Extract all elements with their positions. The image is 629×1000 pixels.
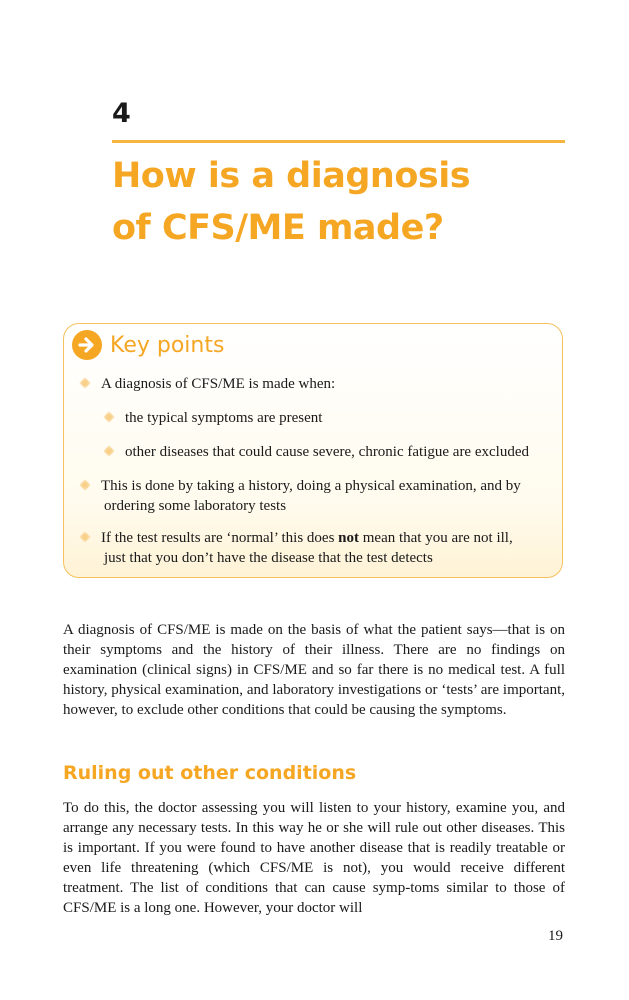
key-points-box: [63, 323, 563, 578]
section-heading: Ruling out other conditions: [63, 762, 357, 784]
key-point-text: other diseases that could cause severe, chronic fatigue are excluded: [125, 444, 529, 460]
key-point-line: This is done by taking a history, doing a physical examination, and by: [101, 478, 521, 494]
key-point-text: A diagnosis of CFS/ME is made when:: [101, 376, 336, 392]
chapter-rule: [112, 140, 565, 143]
section-paragraph: To do this, the doctor assessing you will listen to your history, examine you, and arrange any necessary tests. In this way he or she will rule out other diseases. This is important. If you were found to have another disease that is readily treatable or even life threatening (which CFS/ME is not), you would receive different treatment. The list of conditions that can cause symp-toms similar to those of CFS/ME is a long one. However, your doctor will: [63, 800, 565, 916]
key-point-subitem: [125, 408, 322, 428]
bullet-icon: [103, 445, 114, 456]
key-point-item: [101, 528, 561, 568]
key-point-item: [101, 374, 335, 394]
chapter-title-line-2: of CFS/ME made?: [112, 208, 444, 248]
chapter-title: [112, 150, 582, 254]
key-point-item: [101, 476, 561, 516]
emphasis-not: not: [338, 530, 359, 546]
bullet-icon: [79, 531, 90, 542]
key-points-title: Key points: [110, 332, 225, 358]
chapter-number: 4: [112, 98, 131, 129]
bullet-icon: [79, 479, 90, 490]
key-point-line: If the test results are ‘normal’ this does not mean that you are not ill,: [101, 530, 513, 546]
key-points-header: [72, 330, 224, 360]
chapter-title-line-1: How is a diagnosis: [112, 156, 471, 196]
key-point-text: the typical symptoms are present: [125, 410, 323, 426]
bullet-icon: [79, 377, 90, 388]
key-point-line: ordering some laboratory tests: [104, 498, 287, 514]
intro-paragraph: A diagnosis of CFS/ME is made on the basis of what the patient says—that is on their symptoms and the history of their illness. There are no findings on examination (clinical signs) in CFS/ME and so far there is no medical test. A full history, physical examination, and laboratory investigations or ‘tests’ are important, however, to exclude other conditions that could be causing the symptoms.: [63, 622, 565, 718]
arrow-right-circle-icon: [72, 330, 102, 360]
key-point-line: just that you don’t have the disease that the test detects: [104, 550, 433, 566]
bullet-icon: [103, 411, 114, 422]
page-number: 19: [548, 928, 563, 944]
key-point-subitem: [125, 442, 529, 462]
